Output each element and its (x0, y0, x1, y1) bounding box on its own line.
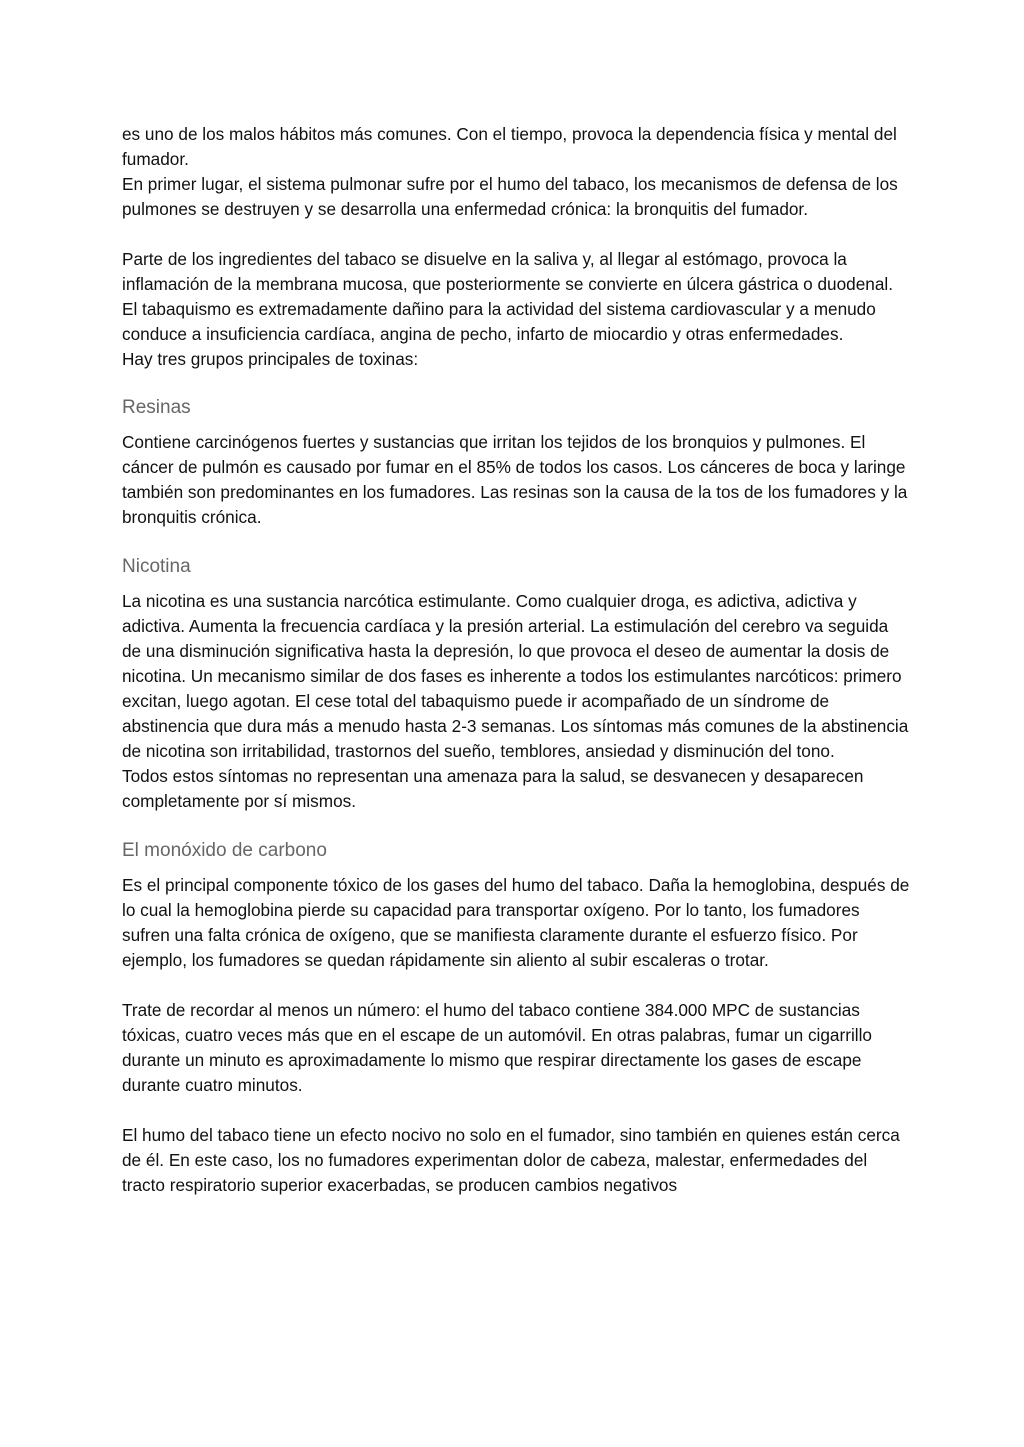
paragraph-gap (122, 973, 912, 998)
resinas-paragraph-1: Contiene carcinógenos fuertes y sustancias que irritan los tejidos de los bronquios y pulmones. El cáncer de pulmón es causado por fumar en el 85% de todos los casos. Los cánceres de boca y laringe también son predominantes en los fumadores. Las resinas son la causa de la tos de los fumadores y la bronquitis crónica. (122, 432, 908, 527)
intro-paragraph-3: Parte de los ingredientes del tabaco se disuelve en la saliva y, al llegar al estómago, provoca la inflamación de la membrana mucosa, que posteriormente se convierte en úlcera gástrica o duodenal. (122, 249, 894, 294)
intro-paragraph-1: es uno de los malos hábitos más comunes. Con el tiempo, provoca la dependencia física y mental del fumador. (122, 124, 897, 169)
paragraph-gap (122, 222, 912, 247)
monoxido-paragraph-2: Trate de recordar al menos un número: el humo del tabaco contiene 384.000 MPC de sustancias tóxicas, cuatro veces más que en el escape de un automóvil. En otras palabras, fumar un cigarrillo durante un minuto es aproximadamente lo mismo que respirar directamente los gases de escape durante cuatro minutos. (122, 1000, 872, 1095)
monoxido-paragraph-3: El humo del tabaco tiene un efecto nocivo no solo en el fumador, sino también en quienes están cerca de él. En este caso, los no fumadores experimentan dolor de cabeza, malestar, enfermedades del tracto respiratorio superior exacerbadas, se producen cambios negativos (122, 1125, 900, 1195)
document-page (122, 122, 912, 1198)
intro-paragraph-4: El tabaquismo es extremadamente dañino para la actividad del sistema cardiovascular y a menudo conduce a insuficiencia cardíaca, angina de pecho, infarto de miocardio y otras enfermedades. (122, 299, 876, 344)
nicotina-paragraph-1: La nicotina es una sustancia narcótica estimulante. Como cualquier droga, es adictiva, adictiva y adictiva. Aumenta la frecuencia cardíaca y la presión arterial. La estimulación del cerebro va seguida de una disminución significativa hasta la depresión, lo que provoca el deseo de aumentar la dosis de nicotina. Un mecanismo similar de dos fases es inherente a todos los estimulantes narcóticos: primero excitan, luego agotan. El cese total del tabaquismo puede ir acompañado de un síndrome de abstinencia que dura más a menudo hasta 2-3 semanas. Los síntomas más comunes de la abstinencia de nicotina son irritabilidad, trastornos del sueño, temblores, ansiedad y disminución del tono. (122, 591, 909, 761)
monoxido-paragraph-1: Es el principal componente tóxico de los gases del humo del tabaco. Daña la hemoglobina, después de lo cual la hemoglobina pierde su capacidad para transportar oxígeno. Por lo tanto, los fumadores sufren una falta crónica de oxígeno, que se manifiesta claramente durante el esfuerzo físico. Por ejemplo, los fumadores se quedan rápidamente sin aliento al subir escaleras o trotar. (122, 875, 910, 970)
section-heading-nicotina: Nicotina (122, 556, 191, 577)
paragraph-gap (122, 1098, 912, 1123)
intro-paragraph-5: Hay tres grupos principales de toxinas: (122, 349, 419, 369)
section-heading-resinas: Resinas (122, 397, 191, 418)
intro-paragraph-2: En primer lugar, el sistema pulmonar sufre por el humo del tabaco, los mecanismos de defensa de los pulmones se destruyen y se desarrolla una enfermedad crónica: la bronquitis del fumador. (122, 174, 898, 219)
nicotina-paragraph-2: Todos estos síntomas no representan una amenaza para la salud, se desvanecen y desaparecen completamente por sí mismos. (122, 766, 864, 811)
section-heading-monoxido: El monóxido de carbono (122, 840, 327, 861)
